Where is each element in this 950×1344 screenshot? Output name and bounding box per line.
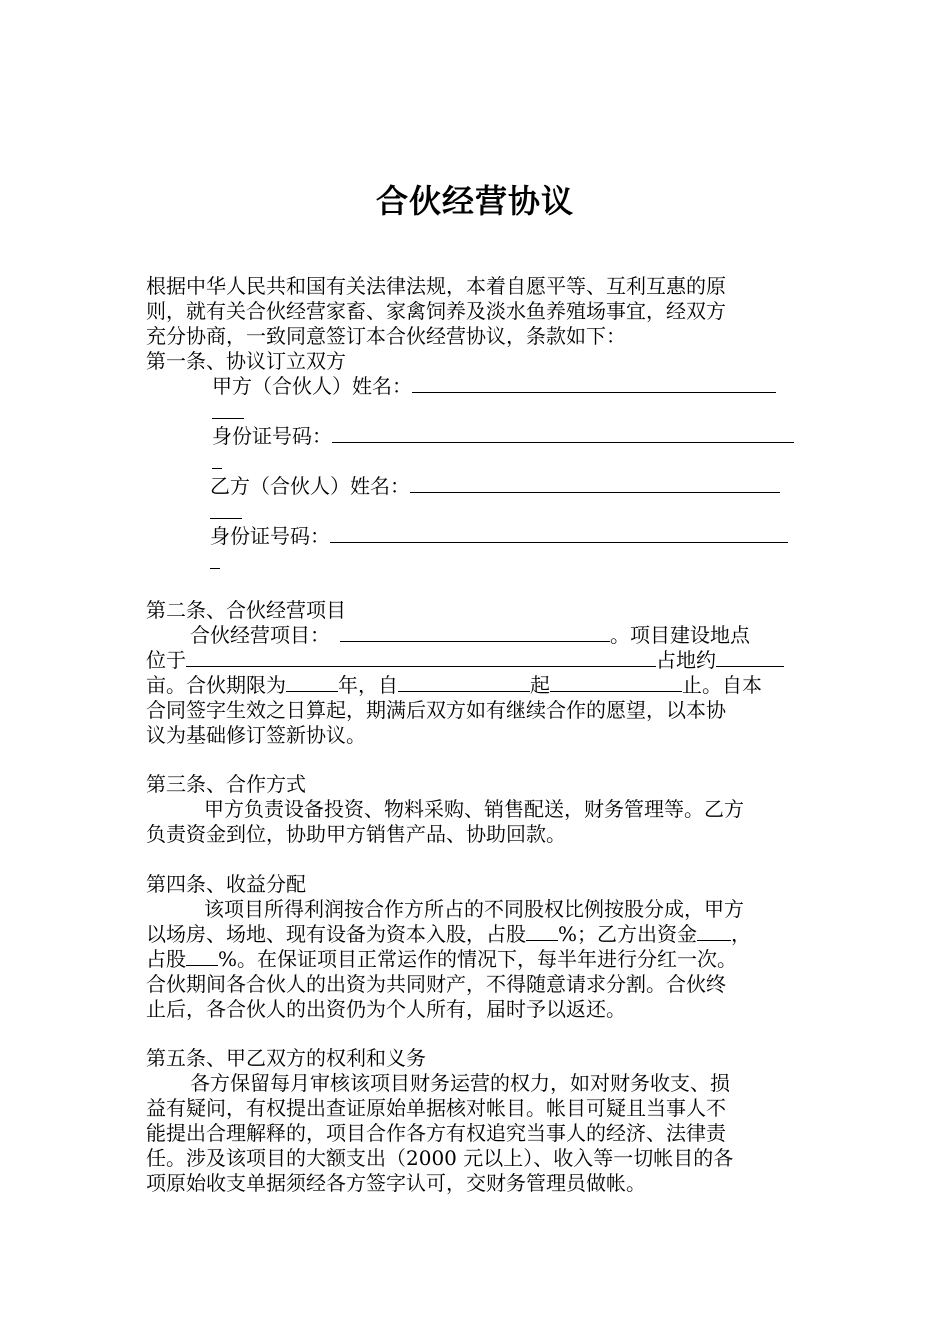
article-4-line-3 [146,947,737,971]
article-5-heading: 第五条、甲乙双方的权利和义务 [146,1046,426,1070]
intro-line-1: 根据中华人民共和国有关法律法规，本着自愿平等、互利互惠的原 [146,274,726,298]
party-b-id-row [210,524,788,548]
article-4-heading: 第四条、收益分配 [146,872,306,896]
article-4-line-1: 该项目所得利润按合作方所占的不同股权比例按股分成，甲方 [204,897,744,921]
article-2-line-5: 议为基础修订签新协议。 [146,723,366,747]
party-a-share-label: 以场房、场地、现有设备为资本入股，占股 [146,922,526,946]
article-2-line-2 [146,648,784,672]
party-b-id-blank[interactable] [330,524,788,543]
term-label: 亩。合伙期限为 [146,673,286,697]
blank-continuation [210,550,220,569]
article-1-heading: 第一条、协议订立双方 [146,349,346,373]
start-label: 起 [530,673,550,697]
party-b-id-blank-cont [210,550,220,574]
party-b-share-blank[interactable] [186,947,218,966]
document-title: 合伙经营协议 [375,182,574,220]
article-3-heading: 第三条、合作方式 [146,772,306,796]
party-a-name-row [212,374,776,398]
blank-continuation [210,500,242,519]
article-4-line-2 [146,922,751,946]
party-a-id-blank[interactable] [332,424,794,443]
article-4-line-5: 止后，各合伙人的出资仍为个人所有，届时予以返还。 [146,997,626,1021]
end-date-blank[interactable] [550,673,682,692]
blank-continuation [212,450,222,469]
intro-line-2: 则，就有关合伙经营家畜、家禽饲养及淡水鱼养殖场事宜，经双方 [146,299,726,323]
party-a-name-blank-cont [212,400,244,424]
party-a-id-blank-cont [212,450,222,474]
party-b-name-label: 乙方（合伙人）姓名： [210,474,410,498]
party-a-name-label: 甲方（合伙人）姓名： [212,374,412,398]
intro-line-3: 充分协商，一致同意签订本合伙经营协议，条款如下： [146,324,626,348]
article-2-heading: 第二条、合伙经营项目 [146,598,346,622]
party-b-id-label: 身份证号码： [210,524,330,548]
located-at-label: 位于 [146,648,186,672]
end-label: 止。自本 [682,673,762,697]
from-label: 年，自 [338,673,398,697]
project-site-label: 。项目建设地点 [610,623,750,647]
party-a-id-label: 身份证号码： [212,424,332,448]
comma: ， [731,922,752,946]
article-3-line-2: 负责资金到位，协助甲方销售产品、协助回款。 [146,822,566,846]
dividend-text: %。在保证项目正常运作的情况下，每半年进行分红一次。 [218,947,738,971]
blank-continuation [212,400,244,419]
article-5-line-5: 项原始收支单据须经各方签字认可，交财务管理员做帐。 [146,1171,646,1195]
term-years-blank[interactable] [286,673,338,692]
article-2-line-1 [190,623,750,647]
location-blank[interactable] [186,648,656,667]
party-a-id-row [212,424,794,448]
project-name-blank[interactable] [340,623,610,642]
party-b-capital-label: %；乙方出资金 [558,922,698,946]
article-5-line-3: 能提出合理解释的，项目合作各方有权追究当事人的经济、法律责 [146,1121,726,1145]
article-2-line-4: 合同签字生效之日算起，期满后双方如有继续合作的愿望，以本协 [146,698,726,722]
area-label: 占地约 [656,648,716,672]
party-b-name-blank[interactable] [410,474,780,493]
article-2-line-3 [146,673,762,697]
party-b-name-blank-cont [210,500,242,524]
project-label: 合伙经营项目： [190,623,330,647]
article-3-line-1: 甲方负责设备投资、物料采购、销售配送，财务管理等。乙方 [204,797,744,821]
start-date-blank[interactable] [398,673,530,692]
party-a-share-blank[interactable] [526,922,558,941]
party-b-name-row [210,474,780,498]
party-b-capital-blank[interactable] [697,922,731,941]
party-b-share-label: 占股 [146,947,186,971]
party-a-name-blank[interactable] [412,374,776,393]
article-5-line-4: 任。涉及该项目的大额支出（2000 元以上）、收入等一切帐目的各 [146,1146,734,1170]
article-5-line-1: 各方保留每月审核该项目财务运营的权力，如对财务收支、损 [190,1071,730,1095]
article-5-line-2: 益有疑问，有权提出查证原始单据核对帐目。帐目可疑且当事人不 [146,1096,726,1120]
area-blank[interactable] [716,648,784,667]
article-4-line-4: 合伙期间各合伙人的出资为共同财产，不得随意请求分割。合伙终 [146,972,726,996]
